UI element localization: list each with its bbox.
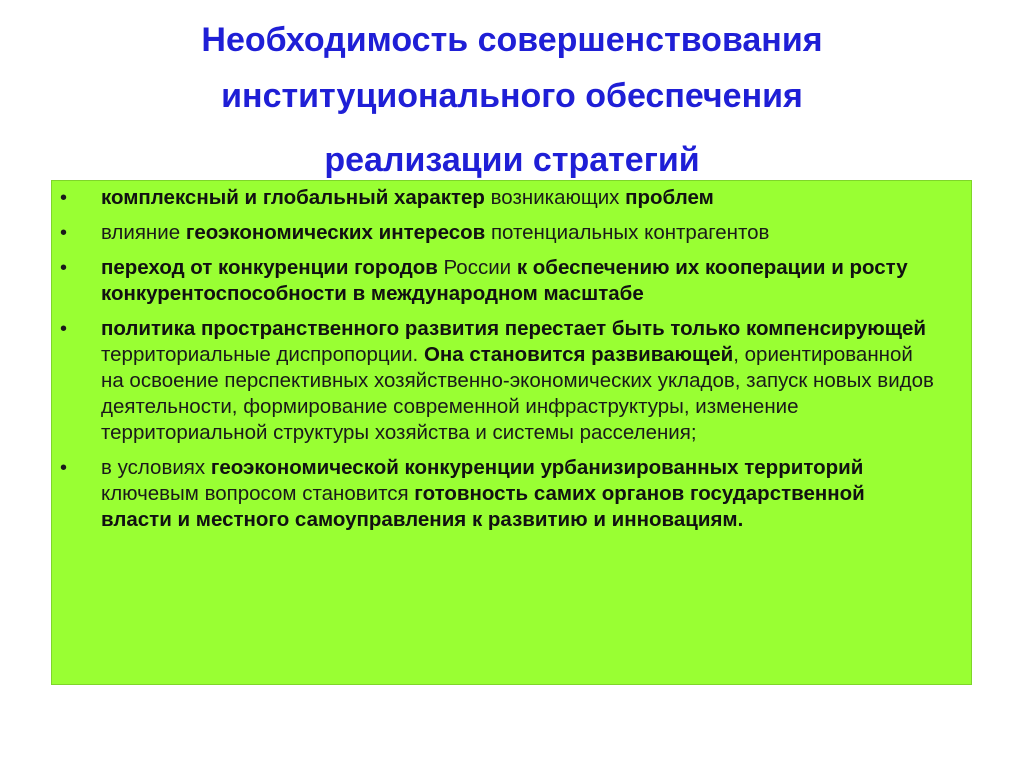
bullet-text: ключевым вопросом становится [101, 482, 415, 505]
title-line-3: реализации стратегий [324, 141, 700, 179]
bullet-list [52, 185, 971, 542]
bullet-text-bold: готовность самих органов государственной власти и местного самоуправления к развитию и инновациям. [101, 482, 865, 531]
bullet-text: влияние [101, 221, 186, 244]
bullet-item-3 [52, 255, 971, 307]
title-line-1: Необходимость совершенствования [201, 21, 823, 59]
bullet-item-5 [52, 455, 971, 533]
bullet-text: территориальные диспропорции. [101, 343, 424, 366]
title-line-2: институционального обеспечения [221, 77, 803, 115]
bullet-icon: • [60, 187, 68, 209]
bullet-item-4 [52, 316, 971, 446]
bullet-icon: • [60, 257, 68, 279]
bullet-text-bold: к обеспечению их кооперации и росту конкурентоспособности в международном масштабе [101, 256, 908, 305]
bullet-icon: • [60, 457, 68, 479]
bullet-text: возникающих [484, 186, 626, 209]
bullet-icon: • [60, 222, 68, 244]
bullet-text: потенциальных контрагентов [485, 221, 770, 244]
bullet-text-bold: переход от конкуренции городов [101, 256, 438, 279]
bullet-item-1 [52, 185, 971, 211]
bullet-text-bold: проблем [625, 186, 714, 209]
bullet-text: в условиях [101, 456, 211, 479]
bullet-text-bold: геоэкономических интересов [185, 221, 486, 244]
bullet-text: , ориентированной на освоение перспективных хозяйственно-экономических укладов, запуск новых видов деятельности, формирование современной инфраструктуры, изменение территориальной структуры хозяйства и системы расселения; [101, 343, 934, 444]
content-box [51, 180, 972, 685]
bullet-text-bold: политика пространственного развития перестает быть только компенсирующей [101, 317, 927, 340]
bullet-text-bold: Она становится развивающей [423, 343, 734, 366]
slide-title [60, 12, 964, 196]
bullet-text: России [437, 256, 517, 279]
bullet-text-bold: геоэкономической конкуренции урбанизированных территорий [210, 456, 864, 479]
bullet-item-2 [52, 220, 971, 246]
bullet-text-bold: комплексный и глобальный характер [101, 186, 485, 209]
bullet-icon: • [60, 318, 68, 340]
